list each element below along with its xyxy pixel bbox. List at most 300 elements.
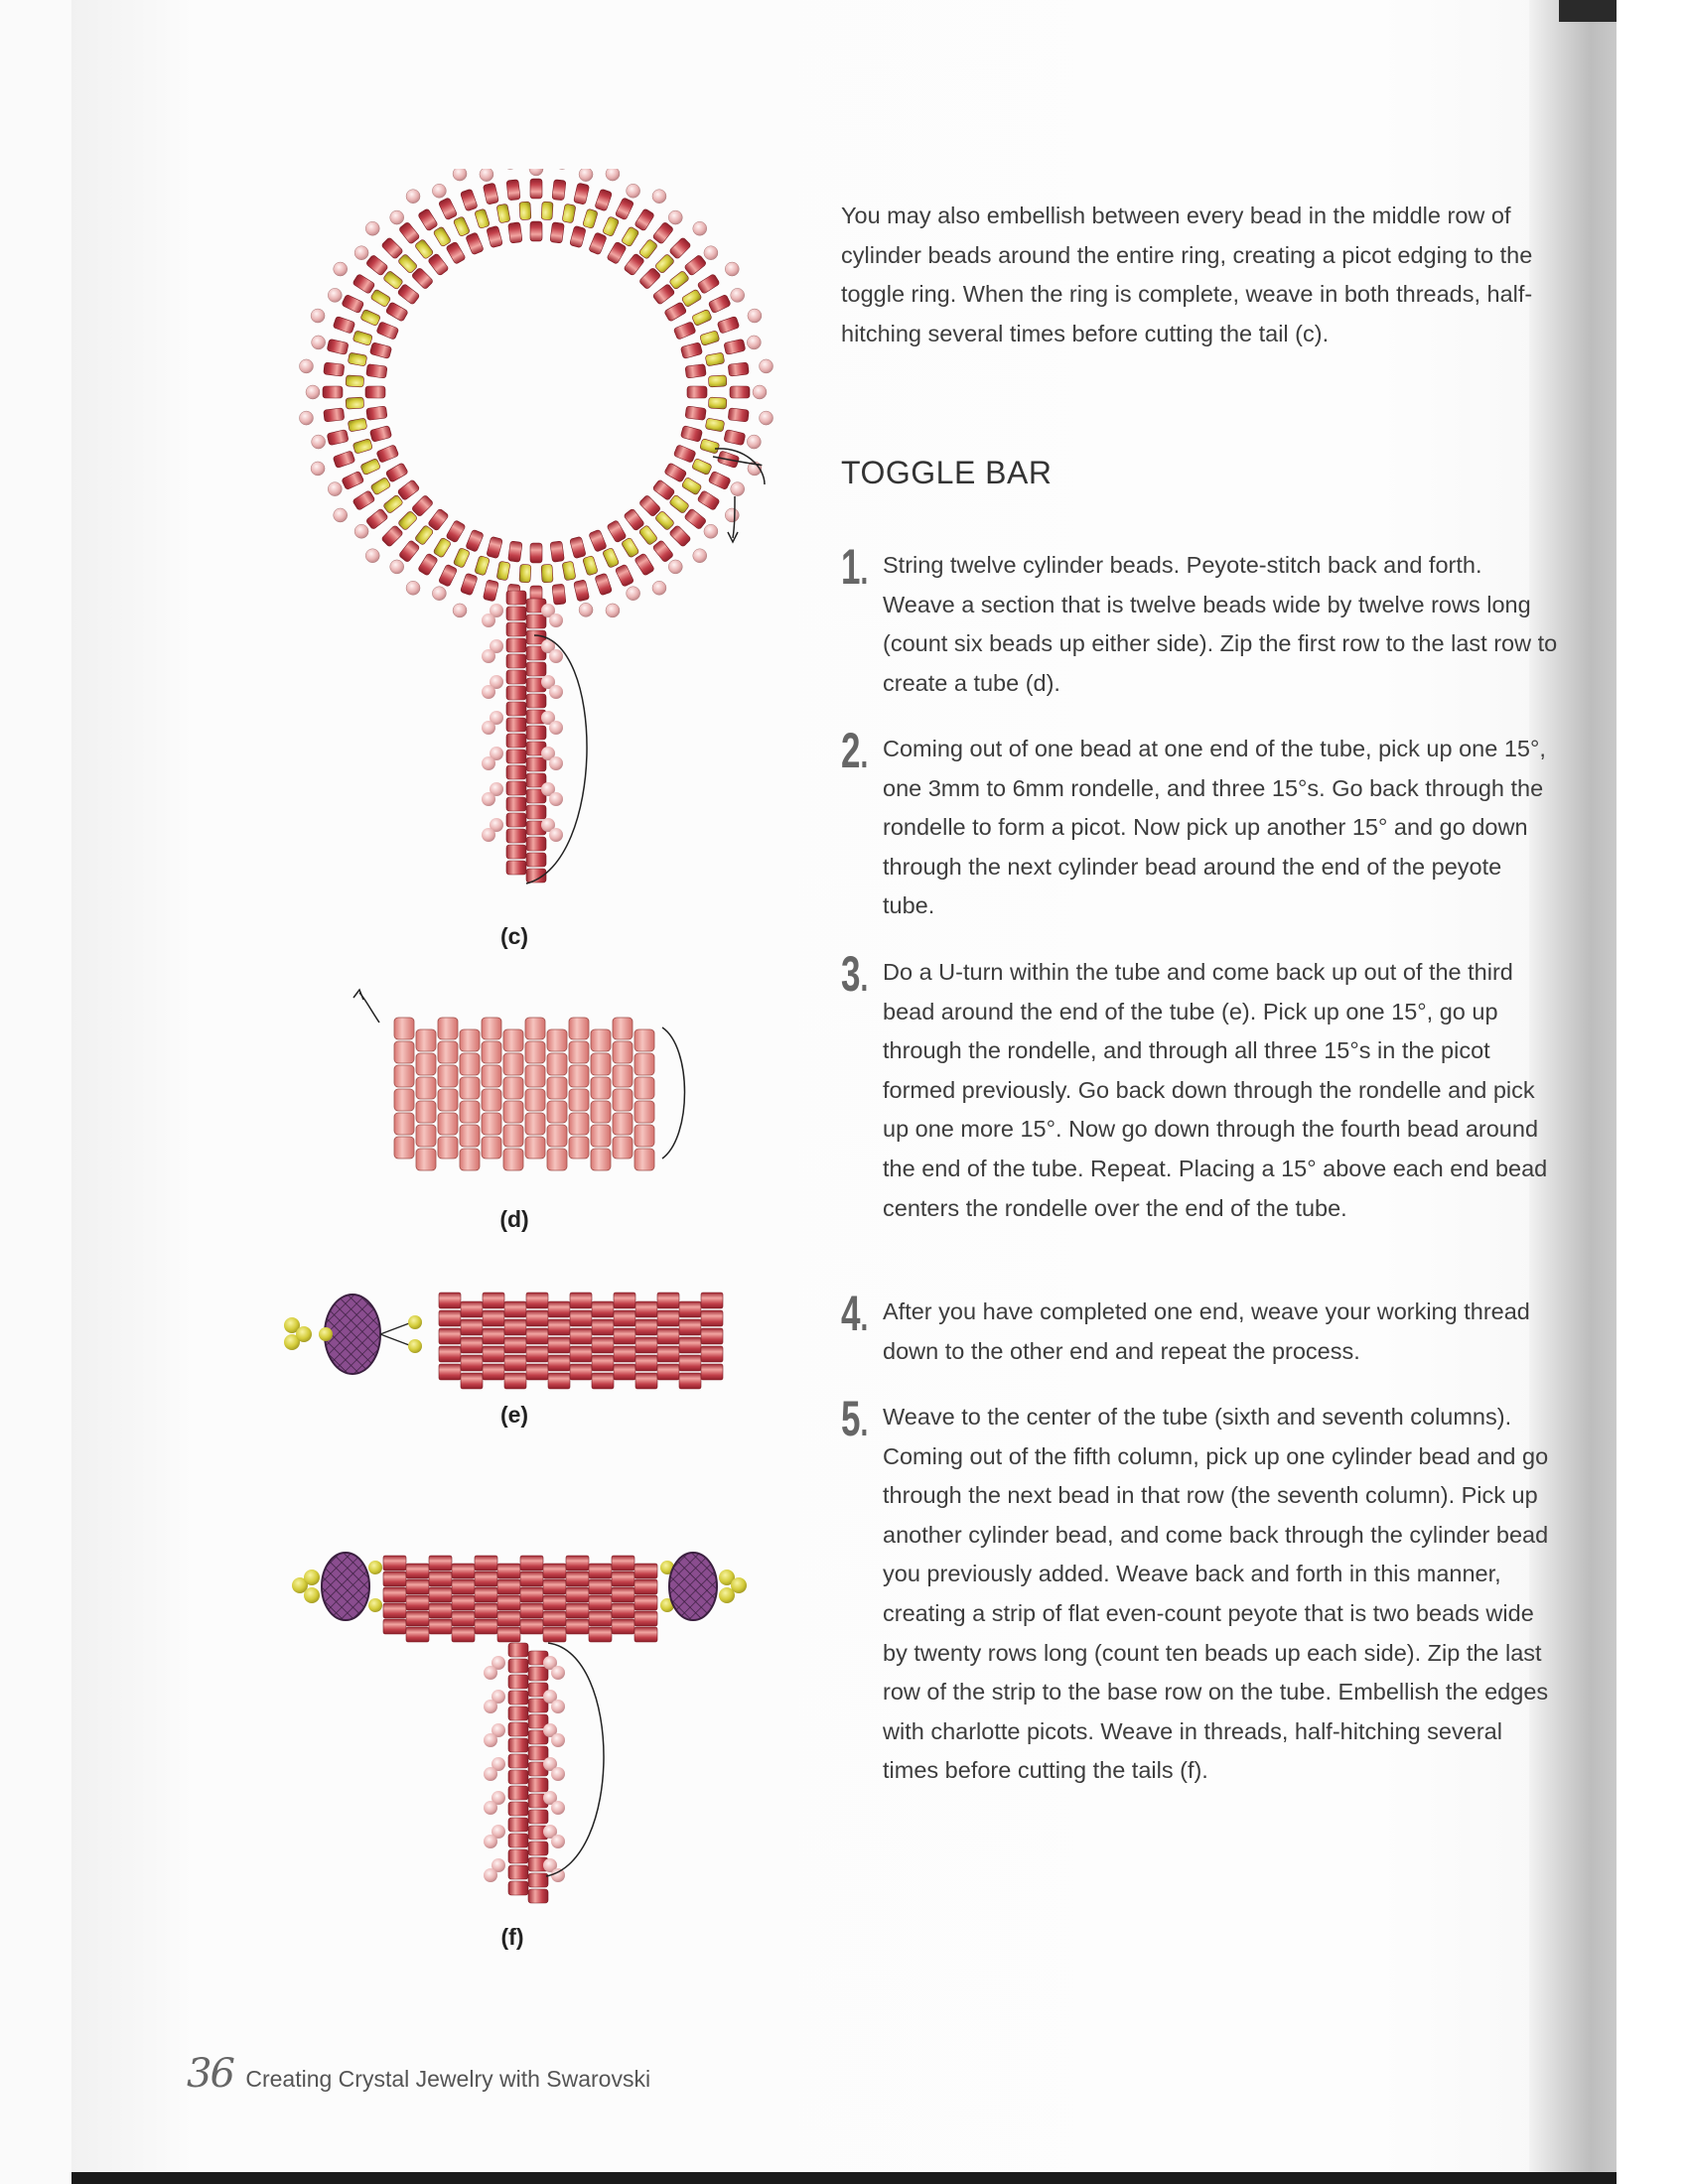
tube-bead — [592, 1337, 614, 1353]
tube-bead — [547, 1125, 567, 1147]
tube-bead — [566, 1603, 589, 1618]
picot-bead — [549, 792, 563, 806]
ring-bead — [699, 439, 719, 455]
scan-edge-bottom — [71, 2172, 1617, 2184]
tube-bead — [612, 1603, 634, 1618]
tube-bead — [394, 1041, 414, 1063]
tube-bead — [569, 1065, 589, 1087]
ring-bead — [669, 525, 692, 548]
figure-c-label: (c) — [499, 923, 529, 949]
stem-bead — [528, 1778, 548, 1792]
tube-bead — [460, 1077, 480, 1099]
ring-bead — [397, 284, 420, 306]
ring-bead — [438, 564, 457, 587]
tube-bead — [526, 1364, 548, 1380]
tube-bead — [548, 1337, 570, 1353]
ring-bead — [552, 180, 566, 201]
picot-bead — [334, 262, 348, 276]
ring-bead — [615, 564, 633, 587]
tube-bead — [589, 1627, 612, 1642]
picot-bead — [406, 581, 420, 595]
ring-bead — [460, 573, 478, 596]
ring-bead — [652, 221, 674, 244]
tube-bead — [569, 1041, 589, 1063]
tube-bead — [460, 1149, 480, 1170]
tube-bead — [438, 1089, 458, 1111]
picot-bead — [579, 603, 593, 616]
picot-bead — [484, 1767, 497, 1781]
ring-bead — [333, 451, 355, 469]
ring-bead — [708, 397, 727, 409]
picot-bead — [312, 336, 326, 349]
tube-bead — [394, 1089, 414, 1111]
ring-bead — [680, 426, 702, 443]
tube-bead — [679, 1319, 701, 1335]
ring-bead — [376, 445, 399, 464]
stem-bead — [506, 654, 526, 668]
tube-bead — [452, 1611, 475, 1626]
picot-bead — [753, 385, 767, 399]
tube-bead — [657, 1364, 679, 1380]
ring-bead — [352, 274, 375, 295]
tube-bead — [570, 1364, 592, 1380]
step-number: 5 . — [841, 1390, 868, 1447]
picot-bead — [747, 336, 761, 349]
step-text: Coming out of one bead at one end of the tube, pick up one 15°, one 3mm to 6mm rondelle, and three 15°s. Go back through the rondelle to form a picot. Now pick up another 15° and go down through the next cylinder bead around the end of the peyote tube. — [883, 736, 1546, 919]
tube-bead — [525, 1113, 545, 1135]
picot-bead — [549, 721, 563, 735]
stem-bead — [508, 1691, 528, 1705]
tube-bead — [701, 1364, 723, 1380]
step-number: 3 . — [841, 945, 868, 1003]
ring-bead — [541, 564, 553, 583]
ring-bead — [346, 397, 364, 409]
tube-bead — [701, 1328, 723, 1344]
tube-bead — [543, 1579, 566, 1594]
ring-bead — [634, 553, 655, 576]
picot-bead — [748, 309, 762, 323]
picot-bead — [311, 462, 325, 476]
ring-bead — [681, 289, 702, 308]
picot-bead — [432, 184, 446, 198]
tube-bead — [634, 1611, 657, 1626]
tube-bead — [543, 1611, 566, 1626]
tube-bead — [483, 1364, 504, 1380]
ring-bead — [382, 494, 403, 514]
ring-bead — [724, 339, 746, 354]
ring-bead — [570, 536, 587, 558]
tube-bead — [612, 1587, 634, 1602]
picot-bead — [482, 721, 495, 735]
picot-bead — [482, 828, 495, 842]
figure-c-toggle-ring — [268, 169, 804, 903]
picot-bead — [549, 828, 563, 842]
ring-bead — [369, 426, 391, 443]
tube-bead — [475, 1571, 497, 1586]
picot-bead — [484, 1868, 497, 1882]
picot-bead — [731, 288, 745, 302]
tube-bead — [566, 1619, 589, 1634]
section-heading: TOGGLE BAR — [841, 455, 1053, 490]
ring-bead — [664, 463, 687, 482]
ring-bead — [673, 322, 696, 341]
tube-bead — [589, 1611, 612, 1626]
tube-bead — [614, 1364, 635, 1380]
picot-bead — [551, 1801, 565, 1815]
tube-bead — [634, 1627, 657, 1642]
ring-bead — [398, 221, 420, 244]
tube-bead — [589, 1579, 612, 1594]
tube-bead — [592, 1319, 614, 1335]
tube-bead — [679, 1301, 701, 1317]
picot-bead — [725, 508, 739, 522]
picot-bead — [354, 524, 368, 538]
stem-bead — [508, 1881, 528, 1895]
ring-bead — [327, 430, 349, 446]
tube-bead — [503, 1053, 523, 1075]
ring-bead — [583, 555, 599, 575]
ring-bead — [327, 339, 349, 354]
picot-bead — [551, 1666, 565, 1680]
tube-bead — [460, 1125, 480, 1147]
stem-bead — [526, 805, 546, 819]
ring-bead — [508, 541, 523, 562]
tube-bead — [497, 1611, 520, 1626]
picot-bead — [606, 604, 620, 617]
tube-bead — [503, 1101, 523, 1123]
tube-bead — [416, 1077, 436, 1099]
ring-bead — [680, 342, 702, 359]
tube-bead — [475, 1603, 497, 1618]
ring-bead — [366, 406, 387, 421]
tube-bead — [634, 1077, 654, 1099]
step-5 — [841, 1391, 1556, 1874]
ring-bead — [487, 225, 503, 247]
ring-bead — [595, 573, 613, 596]
ring-bead — [475, 208, 491, 228]
tube-bead — [394, 1018, 414, 1039]
tube-bead — [416, 1125, 436, 1147]
tube-bead — [612, 1571, 634, 1586]
intro-paragraph: You may also embellish between every bead in the middle row of cylinder beads around the entire ring, creating a picot edging to the toggle ring. When the ring is complete, weave in both threads, half-hitching several times before cutting the tail (c). — [841, 203, 1533, 346]
ring-bead — [433, 226, 452, 247]
tube-bead — [461, 1373, 483, 1389]
ring-bead — [583, 208, 599, 228]
picot-bead — [549, 756, 563, 770]
stem-bead — [506, 686, 526, 700]
stem-bead — [526, 853, 546, 867]
tube-bead — [614, 1310, 635, 1326]
tube-bead — [483, 1346, 504, 1362]
tube-bead — [503, 1029, 523, 1051]
tube-bead — [497, 1579, 520, 1594]
tube-bead — [569, 1137, 589, 1159]
tube-bead — [406, 1611, 429, 1626]
step-number: 4 . — [841, 1285, 868, 1342]
tube-bead — [394, 1113, 414, 1135]
picot-bead — [579, 169, 593, 182]
picot-bead — [551, 1733, 565, 1747]
stem-bead — [508, 1659, 528, 1673]
tube-bead — [438, 1065, 458, 1087]
figure-f-toggle-bar — [280, 1534, 767, 1911]
ring-bead — [638, 238, 658, 259]
tube-bead — [701, 1310, 723, 1326]
picot-bead — [484, 1835, 497, 1848]
stem-bead — [508, 1849, 528, 1863]
tube-bead — [394, 1065, 414, 1087]
tube-bead — [591, 1053, 611, 1075]
tube-bead — [438, 1018, 458, 1039]
ring-bead — [589, 529, 608, 552]
ring-bead — [684, 508, 707, 530]
tube-bead — [503, 1125, 523, 1147]
tube-bead — [439, 1293, 461, 1308]
stem-bead — [508, 1754, 528, 1768]
tube-bead — [483, 1328, 504, 1344]
picot-bead — [606, 169, 620, 181]
tube-bead — [613, 1018, 633, 1039]
ring-bead — [681, 477, 702, 495]
ring-bead — [638, 525, 658, 546]
ring-bead — [621, 537, 639, 558]
tube-bead — [614, 1293, 635, 1308]
tube-bead — [591, 1029, 611, 1051]
ring-bead — [496, 204, 510, 223]
ring-bead — [697, 274, 720, 295]
picot-bead — [704, 524, 718, 538]
tube-bead — [438, 1113, 458, 1135]
ring-bead — [460, 189, 478, 211]
picot-bead — [747, 435, 761, 449]
picot-bead — [311, 309, 325, 323]
ring-bead — [397, 510, 418, 531]
ring-bead — [475, 555, 491, 575]
tube-bead — [543, 1564, 566, 1578]
tube-bead — [634, 1101, 654, 1123]
tube-bead — [482, 1113, 501, 1135]
tube-bead — [657, 1328, 679, 1344]
tube-bead — [635, 1355, 657, 1371]
tube-bead — [635, 1373, 657, 1389]
picot-bead — [328, 288, 342, 302]
stem-bead — [526, 726, 546, 740]
ring-bead — [541, 202, 553, 220]
tube-bead — [429, 1556, 452, 1570]
step-text: Do a U-turn within the tube and come back up out of the third bead around the end of the tube (e). Pick up one 15°, go up through the rondelle, and through all three 15°s in the picot formed previously. Go back down through the rondelle and pick up one more 15°. Now go down through the fourth bead around the end of the tube. Repeat. Placing a 15° above each end bead centers the rondelle over the end of the tube. — [883, 959, 1548, 1221]
ring-bead — [376, 322, 399, 341]
picot-bead — [482, 614, 495, 627]
picot-bead — [760, 359, 774, 373]
ring-bead — [365, 254, 388, 276]
ring-bead — [730, 386, 750, 398]
tube-bead — [634, 1053, 654, 1075]
stem-bead — [508, 1643, 528, 1657]
tube-bead — [525, 1089, 545, 1111]
ring-bead — [728, 362, 749, 376]
ring-bead — [621, 226, 639, 247]
picot-bead — [668, 560, 682, 574]
tube-bead — [566, 1587, 589, 1602]
tube-bead — [566, 1571, 589, 1586]
tube-bead — [406, 1627, 429, 1642]
stem-bead — [528, 1667, 548, 1681]
stem-bead — [506, 797, 526, 811]
ring-bead — [453, 216, 470, 237]
ring-bead — [446, 241, 466, 264]
tube-bead — [614, 1346, 635, 1362]
tube-bead — [438, 1041, 458, 1063]
scan-margin-right — [1617, 0, 1688, 2184]
tube-bead — [520, 1556, 543, 1570]
picot-bead — [760, 411, 774, 425]
ring-bead — [397, 479, 420, 501]
tube-bead — [429, 1571, 452, 1586]
ring-bead — [382, 270, 403, 290]
ring-bead — [638, 494, 661, 517]
ring-bead — [342, 471, 364, 489]
tube-bead — [503, 1149, 523, 1170]
tube-bead — [504, 1337, 526, 1353]
ring-bead — [570, 225, 587, 247]
stem-bead — [506, 765, 526, 779]
ring-bead — [530, 221, 542, 241]
picot-bead — [482, 756, 495, 770]
tube-bead — [439, 1364, 461, 1380]
ring-bead — [397, 253, 418, 274]
ring-bead — [687, 386, 707, 398]
stem-bead — [508, 1738, 528, 1752]
tube-bead — [525, 1041, 545, 1063]
tube-bead — [406, 1579, 429, 1594]
picot-bead — [725, 262, 739, 276]
stem-bead — [528, 1842, 548, 1855]
tube-bead — [547, 1029, 567, 1051]
ring-bead — [414, 525, 434, 546]
ring-bead — [483, 580, 498, 602]
ring-bead — [508, 222, 523, 243]
step-4 — [841, 1286, 1556, 1372]
stem-bead — [526, 662, 546, 676]
picot-bead — [484, 1666, 497, 1680]
ring-bead — [607, 520, 627, 543]
ring-bead — [365, 386, 385, 398]
ring-bead — [654, 510, 675, 531]
ring-bead — [370, 477, 391, 495]
tube-bead — [475, 1619, 497, 1634]
page-footer — [187, 2051, 650, 2097]
tube-bead — [679, 1355, 701, 1371]
ring-bead — [360, 458, 381, 475]
tube-bead — [438, 1137, 458, 1159]
tube-bead — [406, 1595, 429, 1610]
stem-bead — [508, 1675, 528, 1689]
ring-bead — [562, 204, 576, 223]
tube-bead — [570, 1293, 592, 1308]
tube-bead — [548, 1355, 570, 1371]
stem-bead — [506, 591, 526, 605]
tube-bead — [634, 1029, 654, 1051]
tube-bead — [592, 1301, 614, 1317]
stem-bead — [528, 1873, 548, 1887]
ring-bead — [669, 237, 692, 260]
ring-bead — [428, 253, 450, 276]
tube-bead — [439, 1328, 461, 1344]
ring-bead — [684, 254, 707, 276]
ring-bead — [366, 364, 387, 379]
picot-bead — [482, 792, 495, 806]
tube-bead — [569, 1089, 589, 1111]
ring-bead — [691, 458, 712, 475]
ring-bead — [487, 536, 503, 558]
tube-bead — [504, 1319, 526, 1335]
picot-bead — [693, 221, 707, 235]
stem-bead — [508, 1706, 528, 1720]
tube-bead — [589, 1595, 612, 1610]
ring-bead — [333, 316, 355, 334]
ring-bead — [595, 189, 613, 211]
ring-bead — [652, 479, 675, 501]
tube-bead — [416, 1101, 436, 1123]
ring-bead — [370, 289, 391, 308]
tube-bead — [394, 1137, 414, 1159]
tube-bead — [634, 1579, 657, 1594]
tube-bead — [503, 1077, 523, 1099]
tube-bead — [483, 1310, 504, 1326]
tube-bead — [461, 1301, 483, 1317]
ring-bead — [574, 580, 590, 602]
picot-bead — [406, 190, 420, 204]
tube-bead — [657, 1293, 679, 1308]
ring-bead — [669, 494, 690, 514]
picot-bead — [482, 649, 495, 663]
tube-bead — [613, 1113, 633, 1135]
tube-bead — [497, 1595, 520, 1610]
stem-bead — [506, 845, 526, 859]
tube-bead — [701, 1293, 723, 1308]
tube-bead — [482, 1065, 501, 1087]
ring-bead — [398, 540, 420, 563]
tube-bead — [591, 1149, 611, 1170]
picot-bead — [484, 1801, 497, 1815]
book-title: Creating Crystal Jewelry with Swarovski — [245, 2066, 651, 2092]
tube-bead — [525, 1137, 545, 1159]
stem-bead — [526, 837, 546, 851]
picot-bead — [453, 169, 467, 181]
tube-bead — [569, 1113, 589, 1135]
stem-bead — [528, 1889, 548, 1903]
ring-bead — [708, 294, 731, 313]
tube-bead — [679, 1373, 701, 1389]
ring-bead — [342, 294, 364, 313]
ring-bead — [530, 543, 542, 563]
picot-bead — [551, 1868, 565, 1882]
tube-bead — [635, 1301, 657, 1317]
tube-bead — [592, 1355, 614, 1371]
figure-d-label: (d) — [499, 1206, 529, 1232]
picot-bead — [627, 184, 640, 198]
ring-bead — [550, 541, 565, 562]
ring-bead — [574, 183, 590, 205]
ring-bead — [652, 540, 674, 563]
picot-bead — [482, 685, 495, 699]
tube-bead — [429, 1587, 452, 1602]
picot-bead — [551, 1767, 565, 1781]
ring-bead — [348, 418, 367, 432]
ring-bead — [724, 430, 746, 446]
tube-bead — [439, 1346, 461, 1362]
picot-bead — [652, 581, 666, 595]
